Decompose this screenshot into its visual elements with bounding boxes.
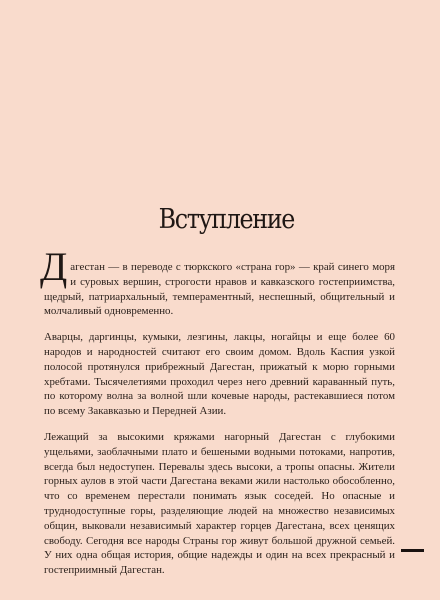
chapter-heading: Вступление bbox=[158, 204, 295, 235]
page-marker-bar bbox=[401, 549, 424, 552]
paragraph-1-text: агестан — в переводе с тюркского «страна гор» — край синего моря и суровых вершин, строгости нравов и кавказского гостеприимства, щедрый, патриархальный, темпераментный, неспешный, общительный и молчаливый одновременно. bbox=[44, 261, 395, 318]
paragraph-2: Аварцы, даргинцы, кумыки, лезгины, лакцы, ногайцы и еще более 60 народов и народностей считают его своим домом. Вдоль Каспия узкой полосой протянулся прибрежный Дагестан, прижатый к морю горными хребтами. Тысячелетиями проходил через него древний караванный путь, по которому волна за волной шли кочевые народы, растекавшиеся потом по всему Закавказью и Передней Азии. bbox=[44, 331, 395, 418]
paragraph-3: Лежащий за высокими кряжами нагорный Дагестан с глубокими ущельями, заоблачными плато и бешеными водными потоками, напротив, всегда был недоступен. Перевалы здесь высоки, а тропы опасны. Жители горных аулов в этой части Дагестана веками жили настолько обособленно, что со временем перестали понимать язык соседей. Но опасные и труднодоступные горы, разделяющие людей на множество независимых общин, выковали независимый характер горцев Дагестана, всех ценящих свободу. Сегодня все народы Страны гор живут большой дружной семьей. У них одна общая история, общие надежды и один на всех прекрасный и гостеприимный Дагестан. bbox=[44, 430, 395, 577]
drop-cap: Д bbox=[40, 244, 68, 289]
chapter-body bbox=[40, 244, 395, 589]
paragraph-1 bbox=[40, 244, 395, 319]
